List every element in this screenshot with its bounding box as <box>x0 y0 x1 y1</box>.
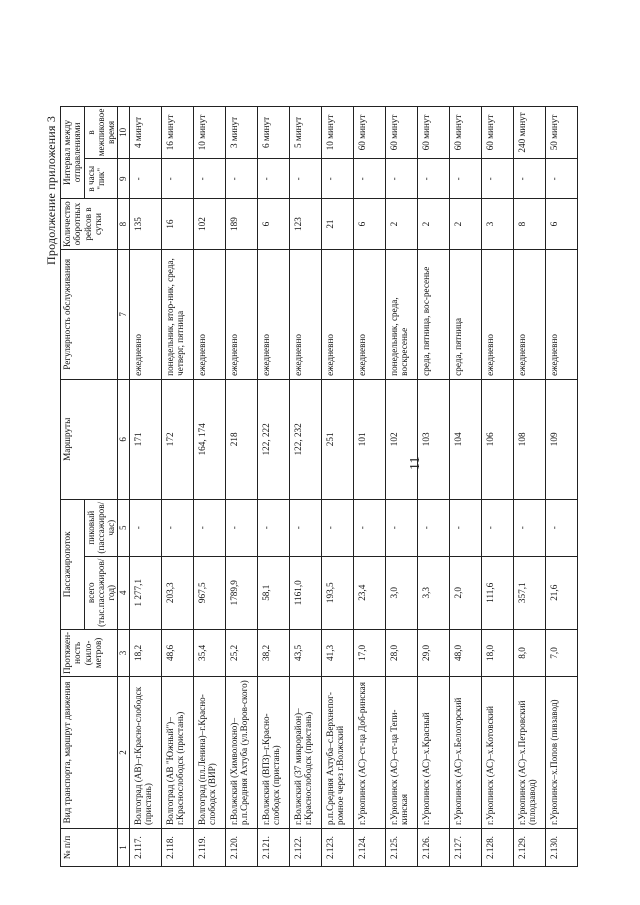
column-number: 4 <box>118 556 129 629</box>
flow-peak: - <box>129 499 161 556</box>
header-no: № п/п <box>61 829 118 867</box>
route-name: г.Урюпинск (АС)–ст-ца Доб-ринская <box>353 677 385 829</box>
interval-peak: - <box>289 159 321 199</box>
route-numbers: 172 <box>161 379 193 499</box>
flow-total: 58,1 <box>257 556 289 629</box>
route-name: г.Урюпинск (АС)–х.Петровский (плодзавод) <box>513 677 545 829</box>
route-name: Волгоград (пл.Ленина)–г.Красно-слободск (ВИР) <box>193 677 225 829</box>
route-numbers: 103 <box>417 379 449 499</box>
trip-count: 135 <box>129 199 161 250</box>
table-body <box>129 106 577 866</box>
interval-offpeak: 16 минут <box>161 106 193 159</box>
trip-count: 3 <box>481 199 513 250</box>
flow-peak: - <box>545 499 577 556</box>
flow-total: 967,5 <box>193 556 225 629</box>
table-row <box>289 106 321 866</box>
continuation-label: Продолжение приложения 3 <box>44 115 58 265</box>
regularity: понедельник, втор-ник, среда, четверг, пятница <box>161 249 193 379</box>
flow-total: 203,3 <box>161 556 193 629</box>
route-length: 25,2 <box>225 629 257 676</box>
route-length: 28,0 <box>385 629 417 676</box>
flow-peak: - <box>161 499 193 556</box>
regularity: ежедневно <box>513 249 545 379</box>
flow-total: 1161,0 <box>289 556 321 629</box>
route-name: г.Урюпинск (АС)–ст-ца Тепи-кинская <box>385 677 417 829</box>
header-trips: Количество оборотных рейсов в сутки <box>61 199 118 250</box>
interval-offpeak: 60 минут <box>385 106 417 159</box>
regularity: ежедневно <box>257 249 289 379</box>
flow-peak: - <box>257 499 289 556</box>
flow-peak: - <box>353 499 385 556</box>
column-number: 6 <box>118 379 129 499</box>
flow-peak: - <box>481 499 513 556</box>
flow-total: 1 277,1 <box>129 556 161 629</box>
table-row <box>225 106 257 866</box>
row-number: 2.120. <box>225 829 257 867</box>
route-length: 38,2 <box>257 629 289 676</box>
flow-total: 3,3 <box>417 556 449 629</box>
route-length: 8,0 <box>513 629 545 676</box>
flow-peak: - <box>449 499 481 556</box>
trip-count: 102 <box>193 199 225 250</box>
table-row <box>417 106 449 866</box>
trip-count: 2 <box>449 199 481 250</box>
interval-offpeak: 6 минут <box>257 106 289 159</box>
route-length: 17,0 <box>353 629 385 676</box>
row-number: 2.117. <box>129 829 161 867</box>
route-length: 41,3 <box>321 629 353 676</box>
route-length: 48,0 <box>449 629 481 676</box>
interval-peak: - <box>161 159 193 199</box>
route-numbers: 106 <box>481 379 513 499</box>
trip-count: 2 <box>417 199 449 250</box>
table-row <box>449 106 481 866</box>
column-number: 7 <box>118 249 129 379</box>
header-interval-peak: в часы "пик" <box>84 159 118 199</box>
header-route: Вид транспорта, маршрут движения <box>61 677 118 829</box>
route-name: г.Волжский (ВПЗ)–г.Красно-слободск (пристань) <box>257 677 289 829</box>
row-number: 2.126. <box>417 829 449 867</box>
route-table <box>60 106 578 867</box>
route-name: Волгоград (АВ)–г.Красно-слободск (пристань) <box>129 677 161 829</box>
interval-offpeak: 10 минут <box>321 106 353 159</box>
table-row <box>193 106 225 866</box>
row-number: 2.122. <box>289 829 321 867</box>
flow-peak: - <box>289 499 321 556</box>
interval-peak: - <box>225 159 257 199</box>
interval-offpeak: 60 минут <box>417 106 449 159</box>
route-numbers: 251 <box>321 379 353 499</box>
route-length: 18,2 <box>129 629 161 676</box>
route-numbers: 122, 232 <box>289 379 321 499</box>
route-numbers: 171 <box>129 379 161 499</box>
route-numbers: 104 <box>449 379 481 499</box>
table-row <box>481 106 513 866</box>
flow-peak: - <box>513 499 545 556</box>
row-number: 2.121. <box>257 829 289 867</box>
route-name: г.Урюпинск (АС)–х.Котовский <box>481 677 513 829</box>
interval-peak: - <box>449 159 481 199</box>
route-numbers: 122, 222 <box>257 379 289 499</box>
trip-count: 6 <box>545 199 577 250</box>
table-row <box>161 106 193 866</box>
row-number: 2.127. <box>449 829 481 867</box>
flow-total: 3,0 <box>385 556 417 629</box>
trip-count: 6 <box>353 199 385 250</box>
row-number: 2.125. <box>385 829 417 867</box>
flow-total: 21,6 <box>545 556 577 629</box>
route-numbers: 164, 174 <box>193 379 225 499</box>
interval-offpeak: 60 минут <box>353 106 385 159</box>
regularity: ежедневно <box>289 249 321 379</box>
row-number: 2.118. <box>161 829 193 867</box>
route-numbers: 101 <box>353 379 385 499</box>
flow-total: 193,5 <box>321 556 353 629</box>
header-flow-peak: пиковый (пассажиров/час) <box>84 499 118 556</box>
interval-peak: - <box>481 159 513 199</box>
route-numbers: 108 <box>513 379 545 499</box>
row-number: 2.123. <box>321 829 353 867</box>
table-row <box>545 106 577 866</box>
flow-total: 111,6 <box>481 556 513 629</box>
column-number: 5 <box>118 499 129 556</box>
row-number: 2.130. <box>545 829 577 867</box>
interval-peak: - <box>193 159 225 199</box>
flow-total: 2,0 <box>449 556 481 629</box>
route-name: г.Волжский (Химволокно)–р.п.Средняя Ахтуба (ул.Воров-ского) <box>225 677 257 829</box>
header-regularity: Регулярность обслуживания <box>61 249 118 379</box>
regularity: ежедневно <box>545 249 577 379</box>
header-length: Протяжен-ность (кило-метров) <box>61 629 118 676</box>
regularity: ежедневно <box>481 249 513 379</box>
interval-offpeak: 50 минут <box>545 106 577 159</box>
regularity: ежедневно <box>225 249 257 379</box>
interval-peak: - <box>129 159 161 199</box>
interval-peak: - <box>545 159 577 199</box>
row-number: 2.129. <box>513 829 545 867</box>
trip-count: 8 <box>513 199 545 250</box>
trip-count: 6 <box>257 199 289 250</box>
interval-offpeak: 3 минут <box>225 106 257 159</box>
column-number-row <box>118 106 129 866</box>
route-length: 18,0 <box>481 629 513 676</box>
interval-peak: - <box>321 159 353 199</box>
column-number: 9 <box>118 159 129 199</box>
row-number: 2.119. <box>193 829 225 867</box>
page-number: 11 <box>408 456 423 470</box>
route-name: г.Волжский (37 микрорайон)–г.Краснослободск (пристань) <box>289 677 321 829</box>
interval-peak: - <box>257 159 289 199</box>
trip-count: 2 <box>385 199 417 250</box>
route-numbers: 218 <box>225 379 257 499</box>
table-row <box>321 106 353 866</box>
route-length: 43,5 <box>289 629 321 676</box>
column-number: 8 <box>118 199 129 250</box>
regularity: ежедневно <box>321 249 353 379</box>
table-row <box>353 106 385 866</box>
trip-count: 123 <box>289 199 321 250</box>
route-length: 7,0 <box>545 629 577 676</box>
flow-peak: - <box>417 499 449 556</box>
column-number: 2 <box>118 677 129 829</box>
interval-offpeak: 60 минут <box>449 106 481 159</box>
table-row <box>257 106 289 866</box>
flow-total: 23,4 <box>353 556 385 629</box>
flow-peak: - <box>225 499 257 556</box>
route-numbers: 109 <box>545 379 577 499</box>
interval-offpeak: 4 минут <box>129 106 161 159</box>
row-number: 2.128. <box>481 829 513 867</box>
trip-count: 189 <box>225 199 257 250</box>
interval-peak: - <box>353 159 385 199</box>
regularity: ежедневно <box>353 249 385 379</box>
route-name: г.Урюпинск (АС)–х.Красный <box>417 677 449 829</box>
column-number: 10 <box>118 106 129 159</box>
header-routes: Маршруты <box>61 379 118 499</box>
route-numbers: 102 <box>385 379 417 499</box>
regularity: понедельник, среда, воскресенье <box>385 249 417 379</box>
interval-offpeak: 5 минут <box>289 106 321 159</box>
flow-total: 357,1 <box>513 556 545 629</box>
header-passenger-flow: Пассажиропоток <box>61 499 85 629</box>
interval-peak: - <box>513 159 545 199</box>
flow-total: 1789,9 <box>225 556 257 629</box>
trip-count: 16 <box>161 199 193 250</box>
interval-offpeak: 10 минут <box>193 106 225 159</box>
flow-peak: - <box>321 499 353 556</box>
route-length: 29,0 <box>417 629 449 676</box>
regularity: среда, пятница <box>449 249 481 379</box>
route-name: г.Урюпинск–х.Попов (пивзавод) <box>545 677 577 829</box>
trip-count: 21 <box>321 199 353 250</box>
route-name: Волгоград (АВ "Южный")–г.Краснослободск (пристань) <box>161 677 193 829</box>
regularity: ежедневно <box>129 249 161 379</box>
column-number: 3 <box>118 629 129 676</box>
interval-peak: - <box>417 159 449 199</box>
regularity: ежедневно <box>193 249 225 379</box>
route-length: 48,6 <box>161 629 193 676</box>
column-number: 1 <box>118 829 129 867</box>
flow-peak: - <box>193 499 225 556</box>
table-row <box>385 106 417 866</box>
route-name: г.Урюпинск (АС)–х.Белогорский <box>449 677 481 829</box>
regularity: среда, пятница, вос-ресенье <box>417 249 449 379</box>
table-row <box>513 106 545 866</box>
route-length: 35,4 <box>193 629 225 676</box>
row-number: 2.124. <box>353 829 385 867</box>
header-interval-offpeak: в межпиковое время <box>84 106 118 159</box>
route-name: р.п.Средняя Ахтуба–с.Верхнепог-ромное через г.Волжский <box>321 677 353 829</box>
table-row <box>129 106 161 866</box>
header-interval: Интервал между отправлениями <box>61 106 85 199</box>
interval-offpeak: 240 минут <box>513 106 545 159</box>
interval-peak: - <box>385 159 417 199</box>
flow-peak: - <box>385 499 417 556</box>
interval-offpeak: 60 минут <box>481 106 513 159</box>
header-flow-total: всего (тыс.пассажиров/год) <box>84 556 118 629</box>
